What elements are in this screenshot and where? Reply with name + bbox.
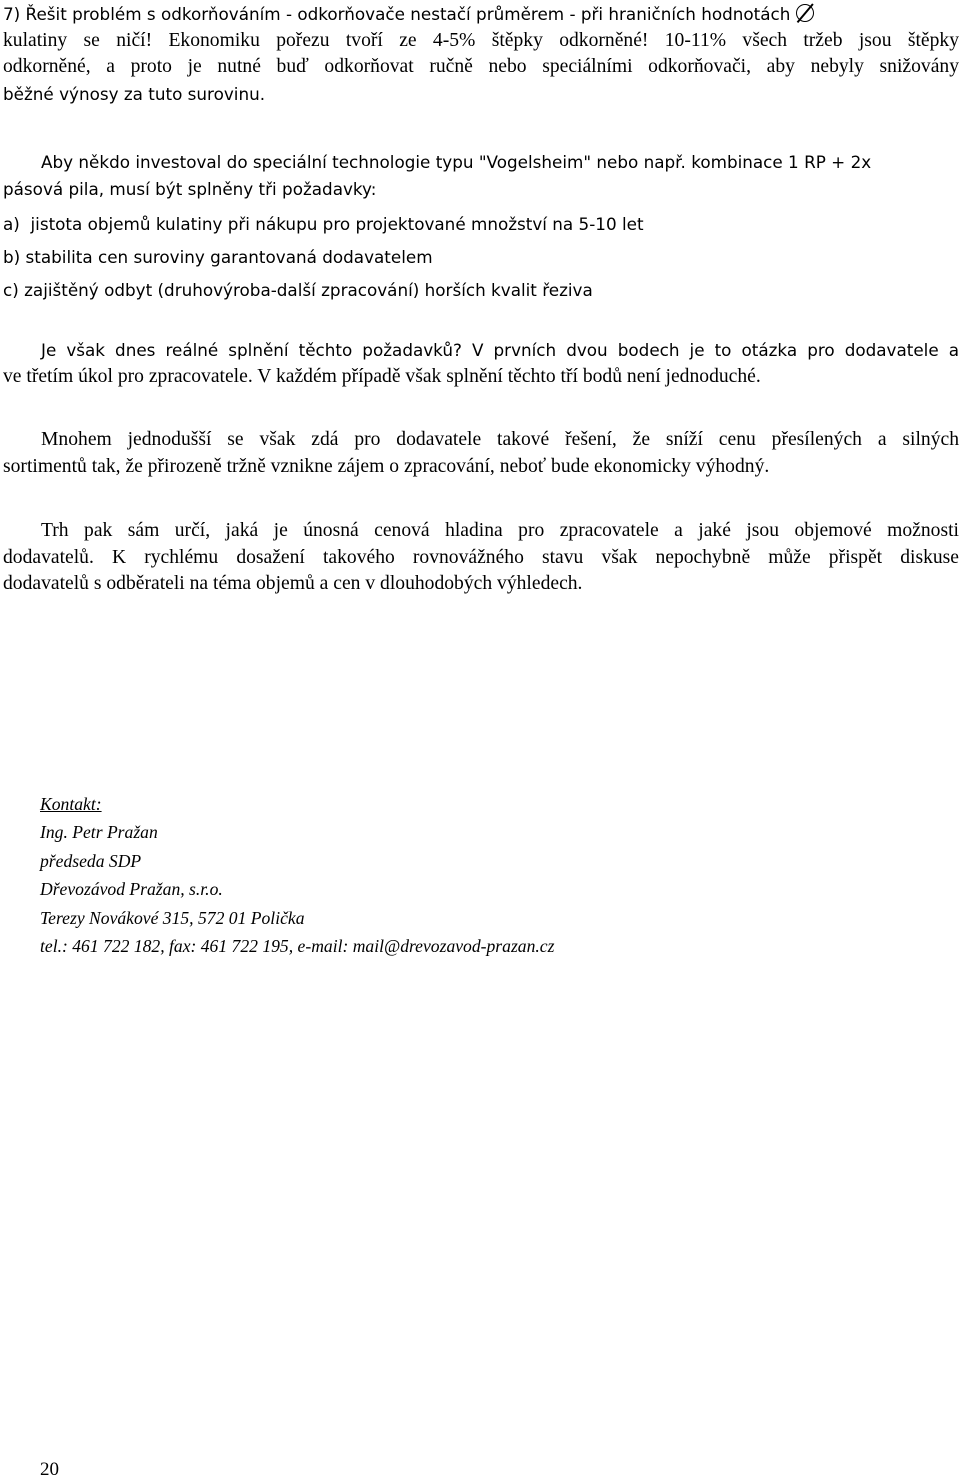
requirement-item-a: a) jistota objemů kulatiny při nákupu pro projektované množství na 5-10 let: [3, 214, 644, 234]
contact-heading: Kontakt:: [40, 794, 102, 814]
paragraph-7-line-1: 7) Řešit problém s odkorňováním - odkorňovače nestačí průměrem - při hraničních hodnotách: [3, 1, 959, 28]
market-paragraph-line-1: Trh pak sám určí, jaká je únosná cenová hladina pro zpracovatele a jaké jsou objemové možnosti: [41, 520, 959, 541]
question-paragraph: [3, 337, 959, 390]
requirements-list: [3, 208, 959, 307]
paragraph-7-line-3: odkorněné, a proto je nutné buď odkorňovat ručně nebo speciálními odkorňovači, aby nebyly snižovány: [3, 56, 959, 77]
empty-set-icon: [796, 4, 814, 22]
market-paragraph-line-2: dodavatelů. K rychlému dosažení takového rovnovážného stavu však nepochybně může přispět diskuse: [3, 546, 959, 568]
paragraph-7-line-2: kulatiny se ničí! Ekonomiku pořezu tvoří ze 4-5% štěpky odkorněné! 10-11% všech tržeb jsou štěpky: [3, 29, 959, 51]
simpler-solution-paragraph: [3, 427, 959, 480]
simpler-paragraph-line-1: Mnohem jednodušší se však zdá pro dodavatele takové řešení, že sníží cenu přesílených a silných: [41, 429, 959, 450]
page-number: 20: [40, 1459, 59, 1480]
requirements-intro-line-1: Aby někdo investoval do speciální technologie typu "Vogelsheim" nebo např. kombinace 1 RP + 2x: [41, 152, 872, 172]
contact-phone-email: tel.: 461 722 182, fax: 461 722 195, e-mail: mail@drevozavod-prazan.cz: [40, 936, 555, 957]
market-paragraph-line-3: dodavatelů s odběrateli na téma objemů a cen v dlouhodobých výhledech.: [3, 573, 583, 594]
question-paragraph-line-1: Je však dnes reálné splnění těchto požadavků? V prvních dvou bodech je to otázka pro dodavatele a: [41, 340, 959, 360]
requirements-intro-line-2: pásová pila, musí být splněny tři požadavky:: [3, 178, 377, 199]
paragraph-item-7: [3, 1, 959, 107]
requirements-intro: [3, 149, 959, 202]
contact-role: předseda SDP: [40, 850, 142, 871]
requirement-item-c: c) zajištěný odbyt (druhovýroba-další zpracování) horších kvalit řeziva: [3, 280, 593, 300]
contact-address: Terezy Novákové 315, 572 01 Polička: [40, 907, 305, 928]
requirement-item-b: b) stabilita cen suroviny garantovaná dodavatelem: [3, 247, 433, 267]
simpler-paragraph-line-2: sortimentů tak, že přirozeně tržně vznikne zájem o zpracování, neboť bude ekonomicky výhodný.: [3, 455, 770, 477]
contact-company: Dřevozávod Pražan, s.r.o.: [40, 879, 223, 900]
paragraph-7-line-4: běžné výnosy za tuto surovinu.: [3, 83, 266, 104]
market-paragraph: [3, 518, 959, 598]
contact-name: Ing. Petr Pražan: [40, 822, 158, 843]
question-paragraph-line-2: ve třetím úkol pro zpracovatele. V každém případě však splnění těchto tří bodů není jednoduché.: [3, 365, 761, 387]
contact-block: [40, 790, 554, 960]
